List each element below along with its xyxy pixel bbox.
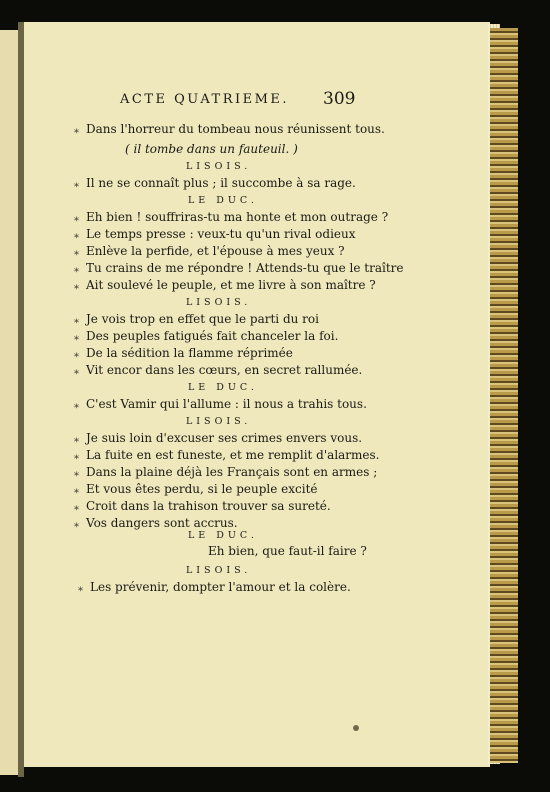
speaker-heading: LISOIS. — [186, 565, 252, 576]
verse-line: Eh bien, que faut-il faire ? — [208, 544, 367, 558]
line-marker: * — [74, 250, 79, 261]
verse-line: Vos dangers sont accrus. — [86, 516, 238, 530]
line-marker: * — [74, 335, 79, 346]
verse-line: Et vous êtes perdu, si le peuple excité — [86, 482, 318, 496]
ink-spot — [353, 725, 359, 731]
line-marker: * — [74, 216, 79, 227]
speaker-heading: LISOIS. — [186, 161, 252, 172]
speaker-heading: LE DUC. — [188, 195, 258, 206]
speaker-heading: LE DUC. — [188, 382, 258, 393]
line-marker: * — [74, 403, 79, 414]
line-marker: * — [74, 471, 79, 482]
line-marker: * — [74, 182, 79, 193]
verse-line: La fuite en est funeste, et me remplit d'alarmes. — [86, 448, 380, 462]
previous-page-edge — [0, 30, 18, 775]
line-marker: * — [74, 369, 79, 380]
verse-line: Le temps presse : veux-tu qu'un rival odieux — [86, 227, 356, 241]
speaker-heading: LISOIS. — [186, 297, 252, 308]
line-marker: * — [74, 128, 79, 139]
verse-line: De la sédition la flamme réprimée — [86, 346, 293, 360]
verse-line: Des peuples fatigués fait chanceler la foi. — [86, 329, 339, 343]
gilt-fore-edge — [490, 28, 518, 763]
line-marker: * — [74, 233, 79, 244]
line-marker: * — [74, 318, 79, 329]
verse-line: Je vois trop en effet que le parti du roi — [86, 312, 319, 326]
verse-line: Je suis loin d'excuser ses crimes envers vous. — [86, 431, 363, 445]
line-marker: * — [74, 352, 79, 363]
verse-line: Tu crains de me répondre ! Attends-tu que le traître — [86, 261, 404, 275]
stage-direction: ( il tombe dans un fauteuil. ) — [125, 142, 298, 156]
line-marker: * — [74, 505, 79, 516]
verse-line: C'est Vamir qui l'allume : il nous a trahis tous. — [86, 397, 367, 411]
speaker-heading: LE DUC. — [188, 530, 258, 541]
line-marker: * — [74, 267, 79, 278]
verse-line: Croit dans la trahison trouver sa sureté. — [86, 499, 331, 513]
line-marker: * — [74, 488, 79, 499]
line-marker: * — [74, 454, 79, 465]
verse-line: Les prévenir, dompter l'amour et la colère. — [90, 580, 351, 594]
verse-line: Ait soulevé le peuple, et me livre à son maître ? — [86, 278, 376, 292]
line-marker: * — [74, 284, 79, 295]
verse-line: Dans l'horreur du tombeau nous réunissent tous. — [86, 122, 385, 136]
verse-line: Eh bien ! souffriras-tu ma honte et mon outrage ? — [86, 210, 389, 224]
line-marker: * — [74, 437, 79, 448]
line-marker: * — [78, 586, 83, 597]
line-marker: * — [74, 522, 79, 533]
page-header — [120, 89, 360, 114]
page-number: 309 — [323, 89, 356, 109]
verse-line: Enlève la perfide, et l'épouse à mes yeux ? — [86, 244, 345, 258]
verse-line: Il ne se connaît plus ; il succombe à sa rage. — [86, 176, 356, 190]
verse-line: Dans la plaine déjà les Français sont en armes ; — [86, 465, 378, 479]
running-title: ACTE QUATRIEME. — [120, 92, 290, 107]
verse-line: Vit encor dans les cœurs, en secret rallumée. — [86, 363, 363, 377]
speaker-heading: LISOIS. — [186, 416, 252, 427]
